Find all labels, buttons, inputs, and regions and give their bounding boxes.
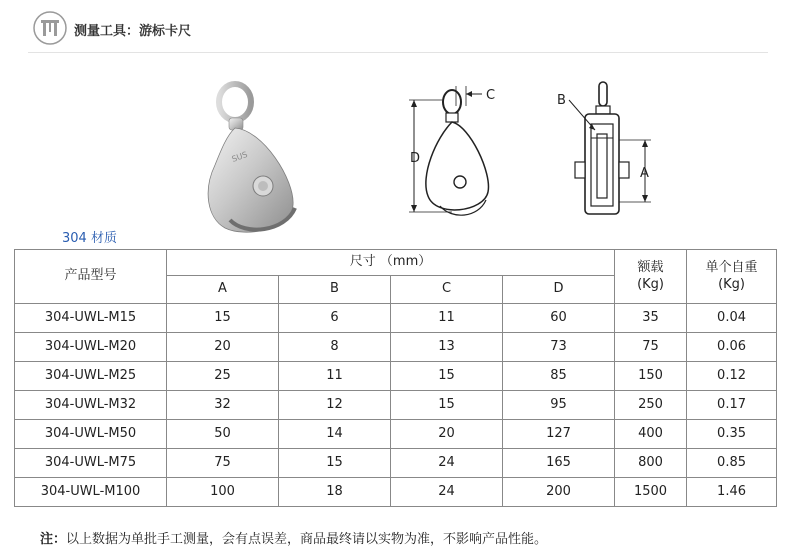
header-weight-label: 单个自重 <box>705 260 758 276</box>
cell-d: 127 <box>503 420 615 449</box>
cell-load: 800 <box>615 449 687 478</box>
footnote <box>40 528 547 547</box>
cell-b: 14 <box>279 420 391 449</box>
cell-c: 24 <box>391 449 503 478</box>
table-row <box>15 478 777 507</box>
subheader-a: A <box>167 276 279 304</box>
cell-weight: 0.06 <box>687 333 777 362</box>
header-weight <box>687 250 777 304</box>
header-size: 尺寸 （mm） <box>167 250 615 276</box>
cell-c: 20 <box>391 420 503 449</box>
cell-weight: 0.17 <box>687 391 777 420</box>
cell-weight: 0.12 <box>687 362 777 391</box>
subheader-d: D <box>503 276 615 304</box>
cell-a: 20 <box>167 333 279 362</box>
header-load-unit: (Kg) <box>637 276 664 292</box>
caliper-logo-icon <box>32 10 68 46</box>
cell-load: 250 <box>615 391 687 420</box>
cell-load: 35 <box>615 304 687 333</box>
cell-load: 150 <box>615 362 687 391</box>
cell-model: 304-UWL-M100 <box>15 478 167 507</box>
cell-a: 15 <box>167 304 279 333</box>
cell-b: 15 <box>279 449 391 478</box>
footnote-text: 以上数据为单批手工测量，会有点误差，商品最终请以实物为准，不影响产品性能。 <box>66 532 548 547</box>
cell-a: 25 <box>167 362 279 391</box>
cell-weight: 0.35 <box>687 420 777 449</box>
table-row <box>15 449 777 478</box>
cell-model: 304-UWL-M20 <box>15 333 167 362</box>
dimension-label-a: A <box>640 166 649 181</box>
cell-b: 18 <box>279 478 391 507</box>
material-label: 304 材质 <box>62 231 117 246</box>
svg-text:SUS: SUS <box>230 149 249 164</box>
header-divider <box>28 52 768 53</box>
cell-d: 95 <box>503 391 615 420</box>
pulley-photo <box>185 80 315 240</box>
cell-load: 1500 <box>615 478 687 507</box>
cell-c: 24 <box>391 478 503 507</box>
cell-weight: 0.04 <box>687 304 777 333</box>
header-weight-unit: (Kg) <box>718 276 745 292</box>
cell-load: 75 <box>615 333 687 362</box>
cell-d: 200 <box>503 478 615 507</box>
header-title: 测量工具：游标卡尺 <box>74 24 192 39</box>
cell-model: 304-UWL-M50 <box>15 420 167 449</box>
dimension-label-c: C <box>486 88 496 103</box>
cell-d: 165 <box>503 449 615 478</box>
spec-table <box>14 249 777 507</box>
cell-b: 6 <box>279 304 391 333</box>
cell-c: 15 <box>391 391 503 420</box>
cell-a: 32 <box>167 391 279 420</box>
subheader-b: B <box>279 276 391 304</box>
cell-b: 8 <box>279 333 391 362</box>
table-row <box>15 362 777 391</box>
cell-c: 15 <box>391 362 503 391</box>
header-load-label: 额载 <box>637 260 664 276</box>
table-row <box>15 391 777 420</box>
header-model: 产品型号 <box>15 250 167 304</box>
header-load <box>615 250 687 304</box>
cell-d: 73 <box>503 333 615 362</box>
cell-d: 60 <box>503 304 615 333</box>
cell-model: 304-UWL-M15 <box>15 304 167 333</box>
cell-model: 304-UWL-M25 <box>15 362 167 391</box>
cell-a: 100 <box>167 478 279 507</box>
front-view-drawing <box>400 78 515 228</box>
side-view-drawing <box>545 78 670 228</box>
table-header-row <box>15 250 777 276</box>
cell-a: 75 <box>167 449 279 478</box>
cell-b: 12 <box>279 391 391 420</box>
cell-model: 304-UWL-M75 <box>15 449 167 478</box>
dimension-label-d: D <box>410 151 421 166</box>
cell-b: 11 <box>279 362 391 391</box>
cell-load: 400 <box>615 420 687 449</box>
page-header <box>28 8 768 48</box>
dimension-label-b: B <box>557 93 566 108</box>
cell-d: 85 <box>503 362 615 391</box>
cell-c: 13 <box>391 333 503 362</box>
footnote-prefix: 注： <box>40 532 67 547</box>
cell-a: 50 <box>167 420 279 449</box>
table-row <box>15 304 777 333</box>
cell-c: 11 <box>391 304 503 333</box>
table-row <box>15 333 777 362</box>
cell-weight: 0.85 <box>687 449 777 478</box>
table-row <box>15 420 777 449</box>
cell-model: 304-UWL-M32 <box>15 391 167 420</box>
subheader-c: C <box>391 276 503 304</box>
cell-weight: 1.46 <box>687 478 777 507</box>
